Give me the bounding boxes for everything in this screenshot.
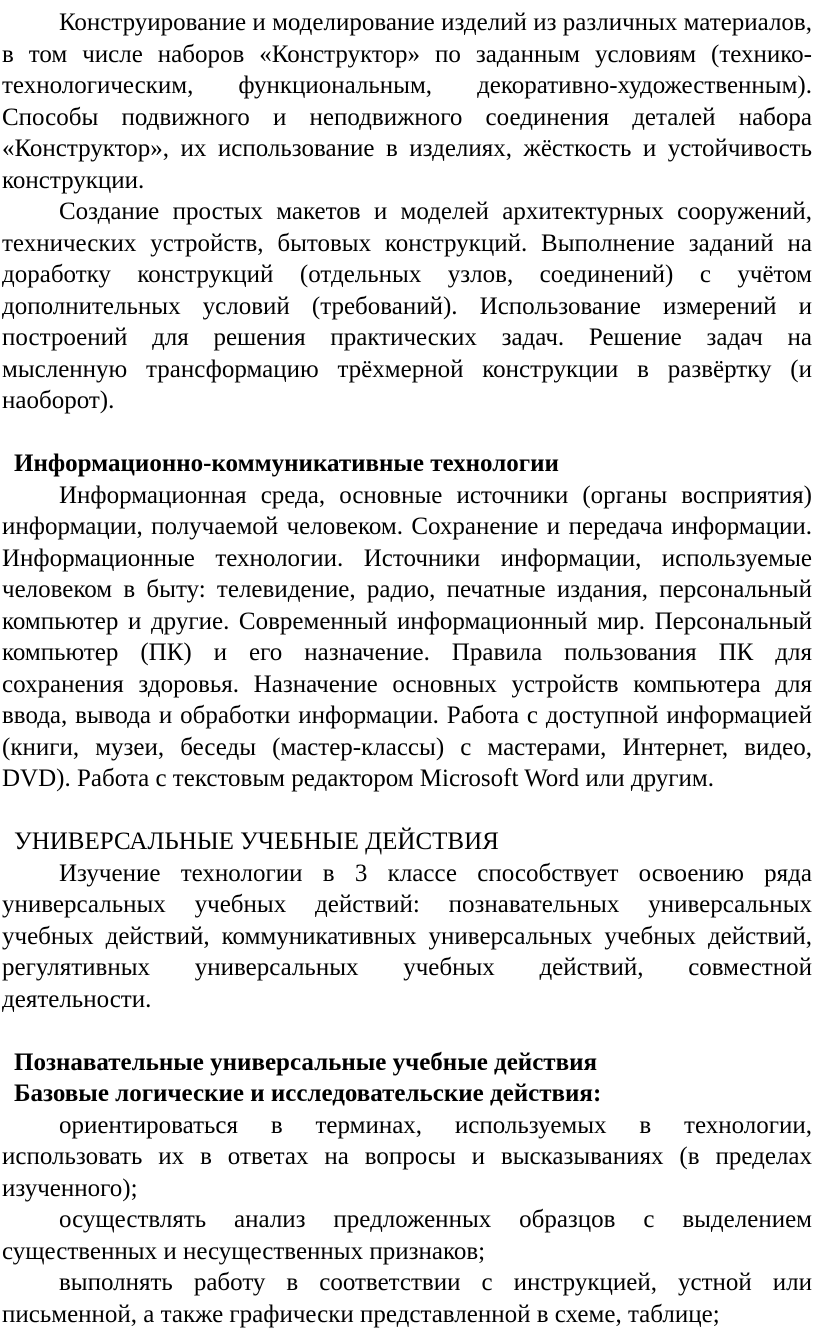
- section-heading-universal-actions: УНИВЕРСАЛЬНЫЕ УЧЕБНЫЕ ДЕЙСТВИЯ: [14, 828, 499, 855]
- paragraph-follow-instructions: выполнять работу в соответствии с инструкцией, устной или письменной, а также графически представленной в схеме, таблице;: [2, 1269, 812, 1328]
- paragraph-constructing-modeling: Конструирование и моделирование изделий из различных материалов, в том числе наборов «Конструктор» по заданным условиям (технико-технологическим, функциональным, декоративно-художественным). Способы подвижного и неподвижного соединения деталей набора «Конструктор», их использование в изделиях, жёсткость и устойчивость конструкции.: [2, 9, 812, 194]
- section-heading-cognitive-actions: Познавательные универсальные учебные действия: [14, 1048, 598, 1076]
- section-heading-basic-logical-actions: Базовые логические и исследовательские действия:: [14, 1080, 602, 1107]
- paragraph-information-environment: Информационная среда, основные источники (органы восприятия) информации, получаемой человеком. Сохранение и передача информации. Информационные технологии. Источники информации, используемые человеком в быту: телевидение, радио, печатные издания, персональный компьютер и другие. Современный информационный мир. Персональный компьютер (ПК) и его назначение. Правила пользования ПК для сохранения здоровья. Назначение основных устройств компьютера для ввода, вывода и обработки информации. Работа с доступной информацией (книги, музеи, беседы (мастер-классы) с мастерами, Интернет, видео, DVD). Работа с текстовым редактором Microsoft Word или другим.: [2, 481, 812, 792]
- section-heading-ict: Информационно-коммуникативные технологии: [14, 450, 559, 477]
- paragraph-orient-in-terms: ориентироваться в терминах, используемых в технологии, использовать их в ответах на вопросы и высказываниях (в пределах изученного);: [2, 1111, 812, 1202]
- paragraph-making-mockups: Создание простых макетов и моделей архитектурных сооружений, технических устройств, бытовых конструкций. Выполнение заданий на доработку конструкций (отдельных узлов, соединений) с учётом дополнительных условий (требований). Использование измерений и построений для решения практических задач. Решение задач на мысленную трансформацию трёхмерной конструкции в развёртку (и наоборот).: [2, 198, 812, 414]
- paragraph-analyze-samples: осуществлять анализ предложенных образцов с выделением существенных и несущественных признаков;: [2, 1206, 812, 1265]
- paragraph-studying-technology-grade3: Изучение технологии в 3 классе способствует освоению ряда универсальных учебных действий: познавательных универсальных учебных действий, коммуникативных универсальных учебных действий, регулятивных универсальных учебных действий, совместной деятельности.: [2, 859, 812, 1013]
